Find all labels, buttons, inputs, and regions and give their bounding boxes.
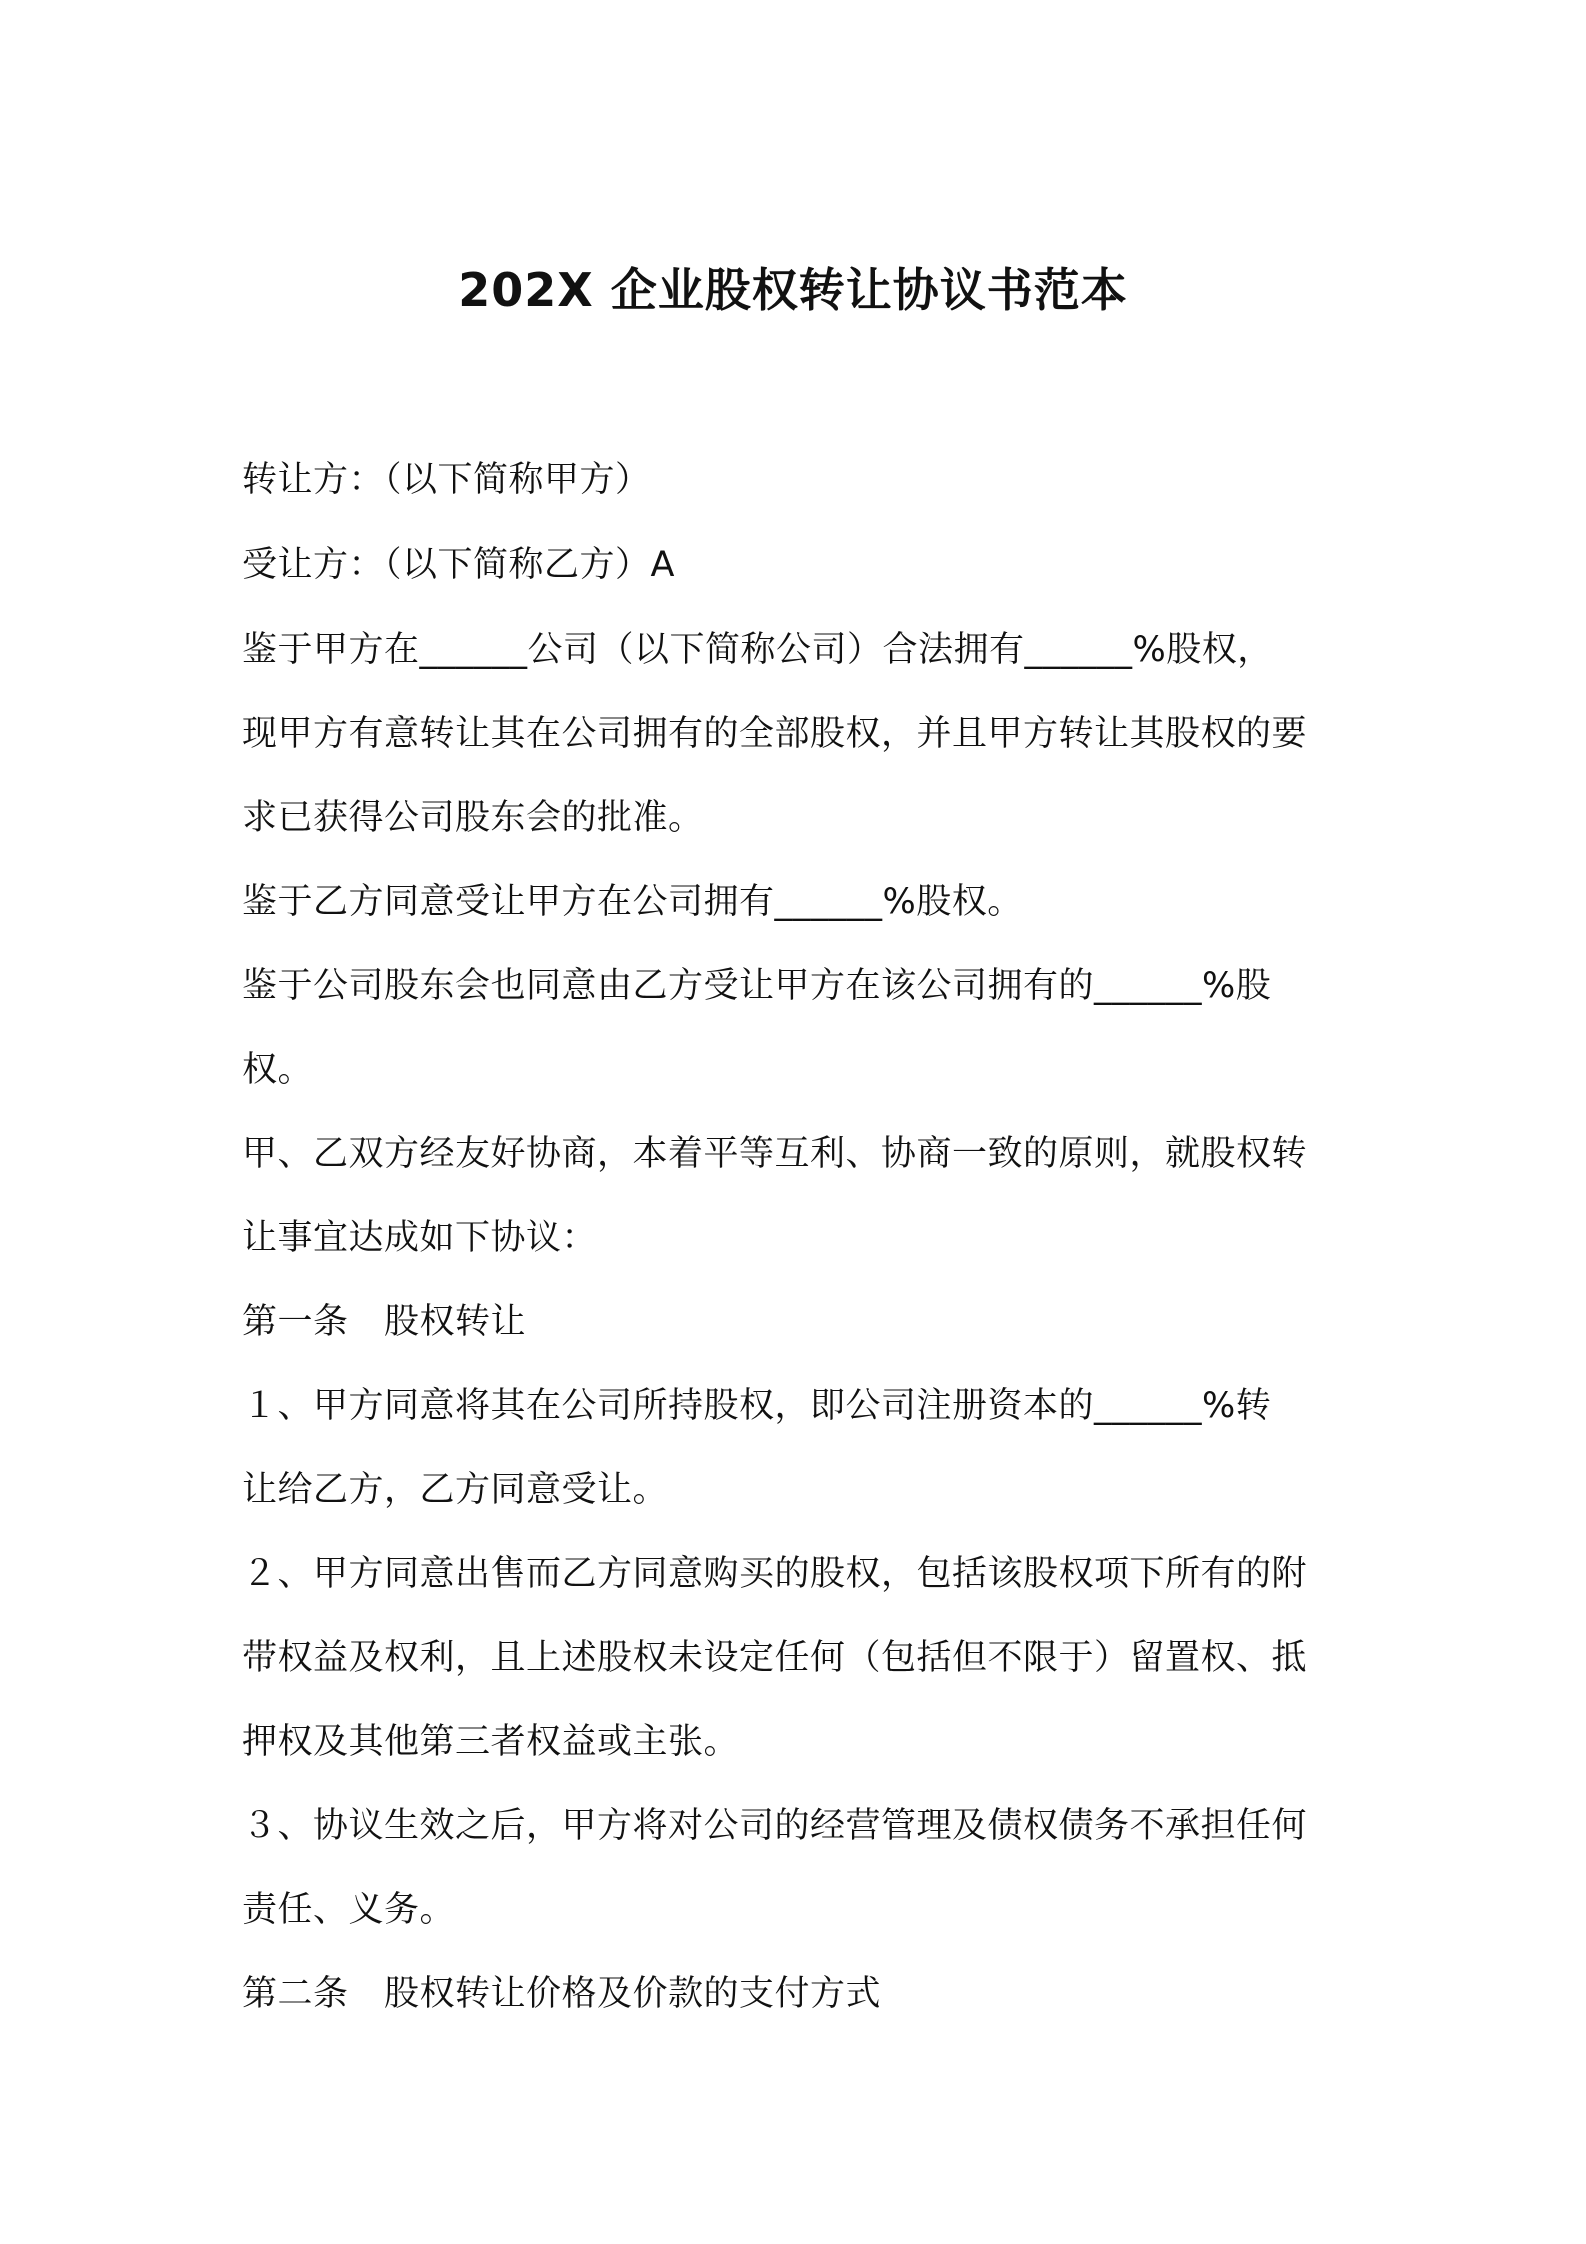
article-1-clause-3-line-1: ３、协议生效之后，甲方将对公司的经营管理及债权债务不承担任何 (242, 1806, 1308, 1846)
transferee-line: 受让方：（以下简称乙方）A (242, 545, 675, 585)
article-1-clause-1-line-2: 让给乙方，乙方同意受让。 (242, 1470, 669, 1510)
article-2-heading: 第二条 股权转让价格及价款的支付方式 (242, 1974, 882, 2014)
article-1-heading: 第一条 股权转让 (242, 1302, 527, 1342)
article-1-clause-3-line-2: 责任、义务。 (242, 1890, 456, 1930)
recital-3-line-1: 鉴于公司股东会也同意由乙方受让甲方在该公司拥有的______%股 (242, 966, 1272, 1006)
recital-1-line-3: 求已获得公司股东会的批准。 (242, 798, 704, 838)
article-1-clause-2-line-3: 押权及其他第三者权益或主张。 (242, 1722, 740, 1762)
recital-4-line-1: 甲、乙双方经友好协商，本着平等互利、协商一致的原则，就股权转 (242, 1134, 1308, 1174)
recital-3-line-2: 权。 (242, 1050, 314, 1090)
transferor-line: 转让方：（以下简称甲方） (242, 460, 651, 500)
recital-4-line-2: 让事宜达成如下协议： (242, 1218, 598, 1258)
article-1-clause-2-line-2: 带权益及权利，且上述股权未设定任何（包括但不限于）留置权、抵 (242, 1638, 1308, 1678)
article-1-clause-2-line-1: ２、甲方同意出售而乙方同意购买的股权，包括该股权项下所有的附 (242, 1554, 1308, 1594)
recital-2-line-1: 鉴于乙方同意受让甲方在公司拥有______%股权。 (242, 882, 1023, 922)
recital-1-line-2: 现甲方有意转让其在公司拥有的全部股权，并且甲方转让其股权的要 (242, 714, 1308, 754)
recital-1-line-1: 鉴于甲方在______公司（以下简称公司）合法拥有______%股权， (242, 630, 1273, 670)
document-title: 202X 企业股权转让协议书范本 (458, 263, 1128, 317)
article-1-clause-1-line-1: １、甲方同意将其在公司所持股权，即公司注册资本的______%转 (242, 1386, 1272, 1426)
